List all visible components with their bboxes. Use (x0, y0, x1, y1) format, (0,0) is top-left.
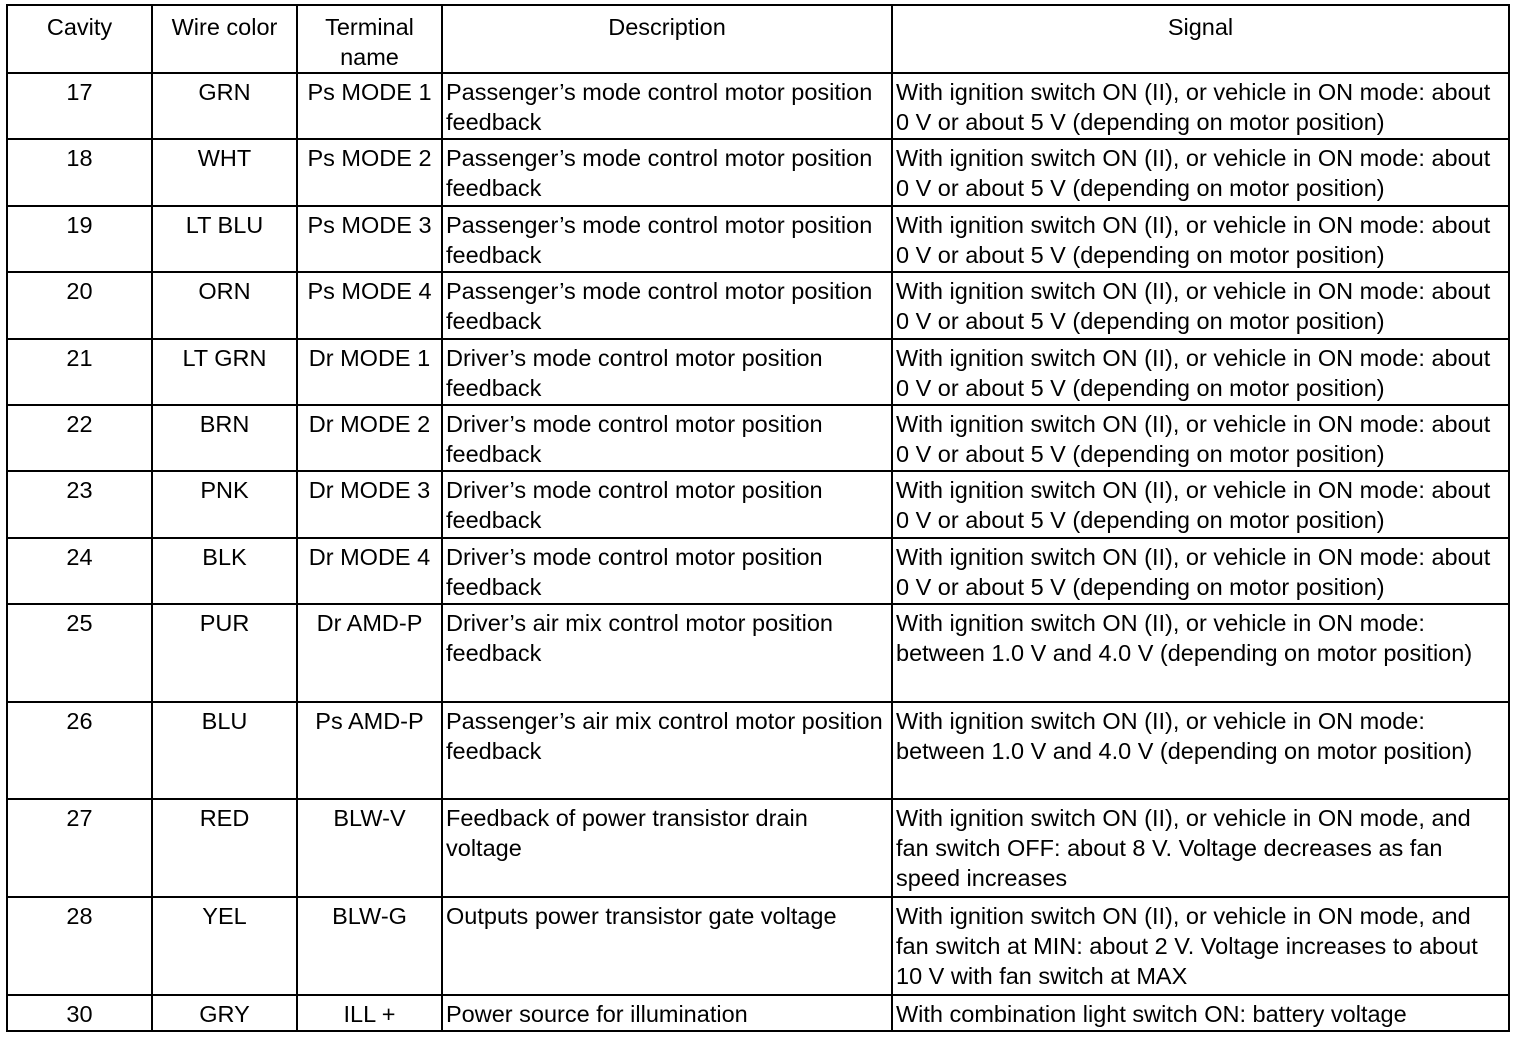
terminal-name-cell: Dr MODE 4 (297, 538, 442, 604)
header-description: Description (442, 5, 892, 73)
signal-cell: With combination light switch ON: battery voltage (892, 995, 1509, 1031)
cavity-cell: 20 (7, 272, 152, 338)
table-row (7, 73, 1509, 139)
table-row (7, 206, 1509, 272)
header-terminal-name: Terminal name (297, 5, 442, 73)
cavity-cell: 19 (7, 206, 152, 272)
description-cell: Driver’s mode control motor position feedback (442, 405, 892, 471)
wire-color-cell: GRY (152, 995, 297, 1031)
description-cell: Power source for illumination (442, 995, 892, 1031)
header-cavity: Cavity (7, 5, 152, 73)
signal-cell: With ignition switch ON (II), or vehicle in ON mode: about 0 V or about 5 V (depending on motor position) (892, 471, 1509, 537)
wire-color-cell: ORN (152, 272, 297, 338)
wire-color-cell: BLK (152, 538, 297, 604)
terminal-name-cell: BLW-V (297, 799, 442, 897)
table-row (7, 272, 1509, 338)
header-row (7, 5, 1509, 73)
description-cell: Outputs power transistor gate voltage (442, 897, 892, 995)
signal-cell: With ignition switch ON (II), or vehicle in ON mode, and fan switch at MIN: about 2 V. Voltage increases to about 10 V with fan switch at MAX (892, 897, 1509, 995)
signal-cell: With ignition switch ON (II), or vehicle in ON mode: about 0 V or about 5 V (depending on motor position) (892, 272, 1509, 338)
wire-color-cell: LT BLU (152, 206, 297, 272)
table-row (7, 471, 1509, 537)
table-row (7, 702, 1509, 800)
terminal-name-cell: Ps MODE 3 (297, 206, 442, 272)
terminal-name-cell: Dr MODE 1 (297, 339, 442, 405)
wire-color-cell: RED (152, 799, 297, 897)
cavity-cell: 22 (7, 405, 152, 471)
cavity-cell: 27 (7, 799, 152, 897)
signal-cell: With ignition switch ON (II), or vehicle in ON mode: about 0 V or about 5 V (depending on motor position) (892, 339, 1509, 405)
wire-color-cell: BRN (152, 405, 297, 471)
table-row (7, 538, 1509, 604)
signal-cell: With ignition switch ON (II), or vehicle in ON mode: about 0 V or about 5 V (depending on motor position) (892, 139, 1509, 205)
description-cell: Driver’s mode control motor position feedback (442, 538, 892, 604)
wire-color-cell: LT GRN (152, 339, 297, 405)
terminal-name-cell: Dr MODE 3 (297, 471, 442, 537)
table-row (7, 405, 1509, 471)
header-signal: Signal (892, 5, 1509, 73)
terminal-name-cell: Ps MODE 4 (297, 272, 442, 338)
description-cell: Passenger’s mode control motor position feedback (442, 272, 892, 338)
wire-color-cell: WHT (152, 139, 297, 205)
header-wire-color: Wire color (152, 5, 297, 73)
description-cell: Driver’s mode control motor position feedback (442, 471, 892, 537)
terminal-name-cell: Dr AMD-P (297, 604, 442, 702)
description-cell: Passenger’s air mix control motor position feedback (442, 702, 892, 800)
terminal-table (6, 4, 1510, 1032)
table-row (7, 897, 1509, 995)
cavity-cell: 18 (7, 139, 152, 205)
wire-color-cell: BLU (152, 702, 297, 800)
cavity-cell: 17 (7, 73, 152, 139)
terminal-name-cell: Ps MODE 2 (297, 139, 442, 205)
terminal-name-cell: Dr MODE 2 (297, 405, 442, 471)
wire-color-cell: YEL (152, 897, 297, 995)
description-cell: Passenger’s mode control motor position feedback (442, 206, 892, 272)
cavity-cell: 26 (7, 702, 152, 800)
table-row (7, 339, 1509, 405)
terminal-name-cell: ILL + (297, 995, 442, 1031)
signal-cell: With ignition switch ON (II), or vehicle in ON mode: about 0 V or about 5 V (depending on motor position) (892, 538, 1509, 604)
description-cell: Passenger’s mode control motor position feedback (442, 139, 892, 205)
cavity-cell: 25 (7, 604, 152, 702)
wire-color-cell: PUR (152, 604, 297, 702)
wire-color-cell: PNK (152, 471, 297, 537)
description-cell: Driver’s air mix control motor position feedback (442, 604, 892, 702)
signal-cell: With ignition switch ON (II), or vehicle in ON mode, and fan switch OFF: about 8 V. Voltage decreases as fan speed increases (892, 799, 1509, 897)
terminal-name-cell: Ps MODE 1 (297, 73, 442, 139)
table-row (7, 139, 1509, 205)
terminal-name-cell: BLW-G (297, 897, 442, 995)
table-row (7, 799, 1509, 897)
signal-cell: With ignition switch ON (II), or vehicle in ON mode: about 0 V or about 5 V (depending on motor position) (892, 206, 1509, 272)
cavity-cell: 30 (7, 995, 152, 1031)
wire-color-cell: GRN (152, 73, 297, 139)
signal-cell: With ignition switch ON (II), or vehicle in ON mode: about 0 V or about 5 V (depending on motor position) (892, 405, 1509, 471)
signal-cell: With ignition switch ON (II), or vehicle in ON mode: between 1.0 V and 4.0 V (depending on motor position) (892, 604, 1509, 702)
table-row (7, 995, 1509, 1031)
table-row (7, 604, 1509, 702)
description-cell: Passenger’s mode control motor position feedback (442, 73, 892, 139)
terminal-name-cell: Ps AMD-P (297, 702, 442, 800)
cavity-cell: 21 (7, 339, 152, 405)
signal-cell: With ignition switch ON (II), or vehicle in ON mode: between 1.0 V and 4.0 V (depending on motor position) (892, 702, 1509, 800)
description-cell: Driver’s mode control motor position feedback (442, 339, 892, 405)
cavity-cell: 24 (7, 538, 152, 604)
signal-cell: With ignition switch ON (II), or vehicle in ON mode: about 0 V or about 5 V (depending on motor position) (892, 73, 1509, 139)
description-cell: Feedback of power transistor drain voltage (442, 799, 892, 897)
cavity-cell: 28 (7, 897, 152, 995)
cavity-cell: 23 (7, 471, 152, 537)
